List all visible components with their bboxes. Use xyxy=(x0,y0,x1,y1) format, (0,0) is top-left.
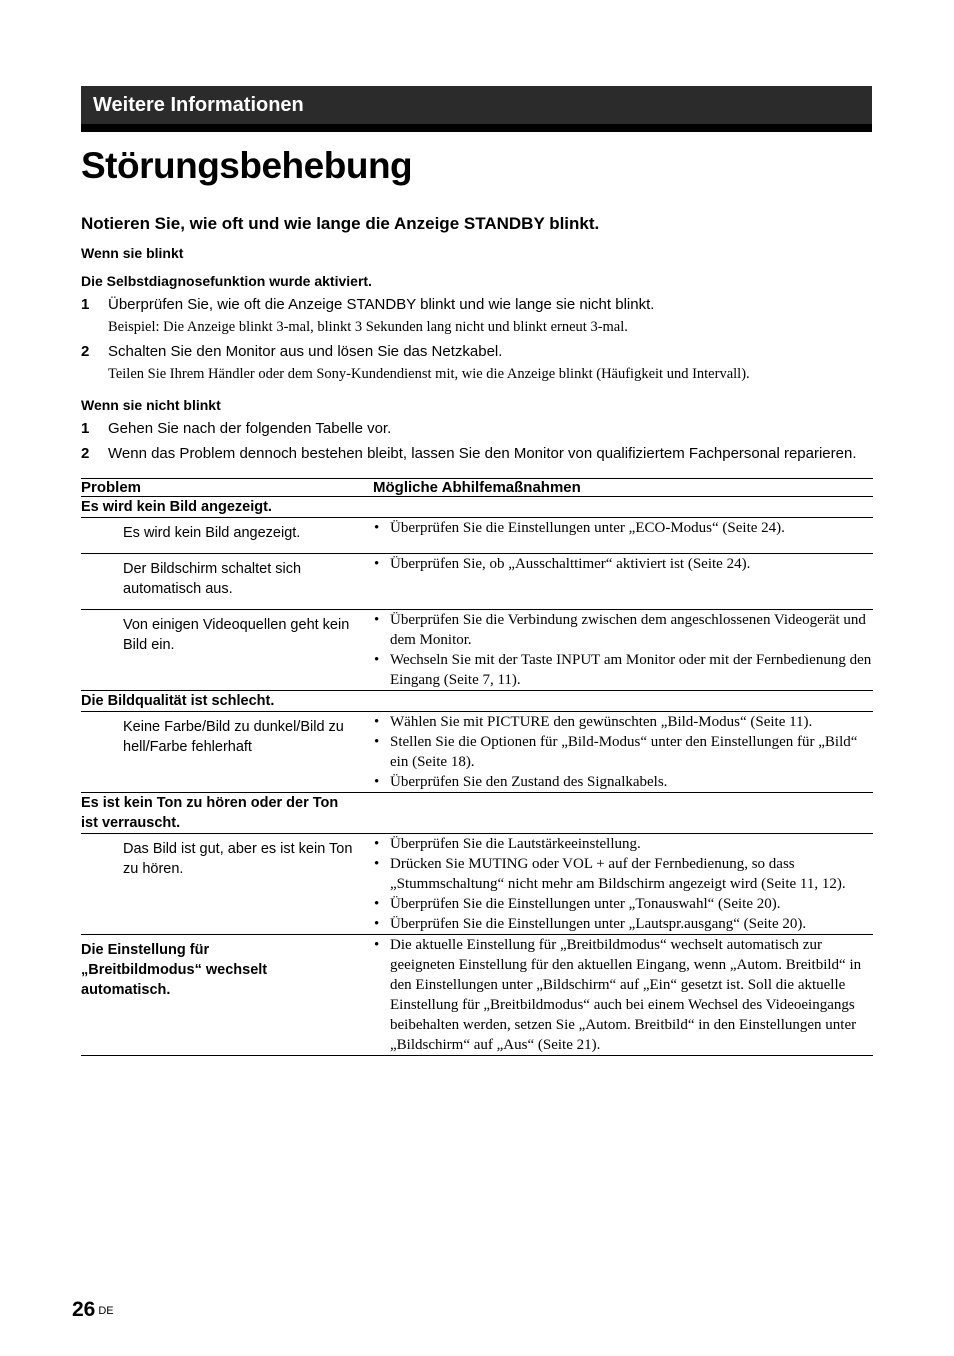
remedy-item: • Überprüfen Sie, ob „Ausschalttimer“ aktiviert ist (Seite 24). xyxy=(373,554,873,574)
problem-cell: Der Bildschirm schaltet sich automatisch aus. xyxy=(123,554,373,610)
remedy-item: • Überprüfen Sie die Einstellungen unter „Tonauswahl“ (Seite 20). xyxy=(373,894,873,914)
problem-cell: Das Bild ist gut, aber es ist kein Ton zu hören. xyxy=(123,834,373,935)
not-blinking-step xyxy=(81,444,872,464)
not-blinking-label: Wenn sie nicht blinkt xyxy=(81,397,221,413)
step-text: Gehen Sie nach der folgenden Tabelle vor. xyxy=(108,420,392,437)
remedy-cell xyxy=(373,554,873,610)
subheading: Notieren Sie, wie oft und wie lange die Anzeige STANDBY blinkt. xyxy=(81,214,600,233)
remedy-item: • Wechseln Sie mit der Taste INPUT am Monitor oder mit der Fernbedienung den Eingang (Seite 7, 11). xyxy=(373,650,873,690)
step-note: Teilen Sie Ihrem Händler oder dem Sony-Kundendienst mit, wie die Anzeige blinkt (Häufigkeit und Intervall). xyxy=(108,366,750,382)
blinking-step xyxy=(81,295,872,315)
step-text: Schalten Sie den Monitor aus und lösen Sie das Netzkabel. xyxy=(108,343,503,360)
blinking-sublabel: Die Selbstdiagnosefunktion wurde aktiviert. xyxy=(81,273,372,289)
remedy-cell xyxy=(373,935,873,1056)
step-text: Überprüfen Sie, wie oft die Anzeige STANDBY blinkt und wie lange sie nicht blinkt. xyxy=(108,296,655,313)
table-row xyxy=(81,610,873,691)
troubleshooting-table xyxy=(81,478,873,1056)
section-header: Weitere Informationen xyxy=(81,86,872,132)
remedy-cell xyxy=(373,834,873,935)
remedy-item: • Überprüfen Sie die Lautstärkeeinstellung. xyxy=(373,834,873,854)
remedy-cell xyxy=(373,518,873,554)
page-title: Störungsbehebung xyxy=(81,145,413,186)
problem-cell: Es wird kein Bild angezeigt. xyxy=(123,518,373,554)
category-picture-quality: Die Bildqualität ist schlecht. xyxy=(81,691,873,712)
remedy-item: • Drücken Sie MUTING oder VOL + auf der Fernbedienung, so dass „Stummschaltung“ nicht mehr am Bildschirm angezeigt wird (Seite 11, 12). xyxy=(373,854,873,894)
remedy-item: • Überprüfen Sie die Verbindung zwischen dem angeschlossenen Videogerät und dem Monitor. xyxy=(373,610,873,650)
blinking-step xyxy=(81,342,872,362)
step-note: Beispiel: Die Anzeige blinkt 3-mal, blinkt 3 Sekunden lang nicht und blinkt erneut 3-mal. xyxy=(108,319,628,335)
page-content xyxy=(81,86,872,1056)
remedy-cell xyxy=(373,712,873,793)
remedy-item: • Überprüfen Sie den Zustand des Signalkabels. xyxy=(373,772,873,792)
step-number: 1 xyxy=(81,296,90,313)
category-no-sound: Es ist kein Ton zu hören oder der Ton ist verrauscht. xyxy=(81,793,373,834)
blinking-label: Wenn sie blinkt xyxy=(81,245,184,261)
category-no-picture: Es wird kein Bild angezeigt. xyxy=(81,497,873,518)
page-number: 26 xyxy=(72,1298,96,1321)
problem-cell: Keine Farbe/Bild zu dunkel/Bild zu hell/Farbe fehlerhaft xyxy=(123,712,373,793)
remedy-item: • Stellen Sie die Optionen für „Bild-Modus“ unter den Einstellungen für „Bild“ ein (Seite 18). xyxy=(373,732,873,772)
step-text: Wenn das Problem dennoch bestehen bleibt, lassen Sie den Monitor von qualifiziertem Fachpersonal reparieren. xyxy=(108,445,857,462)
table-row xyxy=(81,554,873,610)
table-row xyxy=(81,712,873,793)
step-number: 2 xyxy=(81,343,90,360)
table-row xyxy=(81,935,873,1056)
remedy-item: • Wählen Sie mit PICTURE den gewünschten „Bild-Modus“ (Seite 11). xyxy=(373,712,873,732)
page-footer xyxy=(72,1298,114,1322)
remedy-item: • Überprüfen Sie die Einstellungen unter „Lautspr.ausgang“ (Seite 20). xyxy=(373,914,873,934)
category-wide-mode: Die Einstellung für „Breitbildmodus“ wechselt automatisch. xyxy=(81,935,373,1056)
not-blinking-step xyxy=(81,419,872,439)
remedy-item: • Die aktuelle Einstellung für „Breitbildmodus“ wechselt automatisch zur geeigneten Einstellung für den aktuellen Eingang, wenn „Autom. Breitbild“ in den Einstellungen unter „Bildschirm“ auf „Ein“ gesetzt ist. Soll die aktuelle Einstellung für „Breitbildmodus“ auch bei einem Wechsel des Videoeingangs beibehalten werden, setzen Sie „Autom. Breitbild“ in den Einstellungen unter „Bildschirm“ auf „Aus“ (Seite 21). xyxy=(373,935,873,1055)
remedy-cell xyxy=(373,610,873,691)
step-number: 2 xyxy=(81,445,90,462)
column-header-remedy: Mögliche Abhilfemaßnahmen xyxy=(373,479,873,497)
problem-cell: Von einigen Videoquellen geht kein Bild ein. xyxy=(123,610,373,691)
table-row xyxy=(81,518,873,554)
table-row xyxy=(81,834,873,935)
step-number: 1 xyxy=(81,420,90,437)
language-code: DE xyxy=(98,1305,114,1317)
remedy-item: • Überprüfen Sie die Einstellungen unter „ECO-Modus“ (Seite 24). xyxy=(373,518,873,538)
column-header-problem: Problem xyxy=(81,479,373,497)
